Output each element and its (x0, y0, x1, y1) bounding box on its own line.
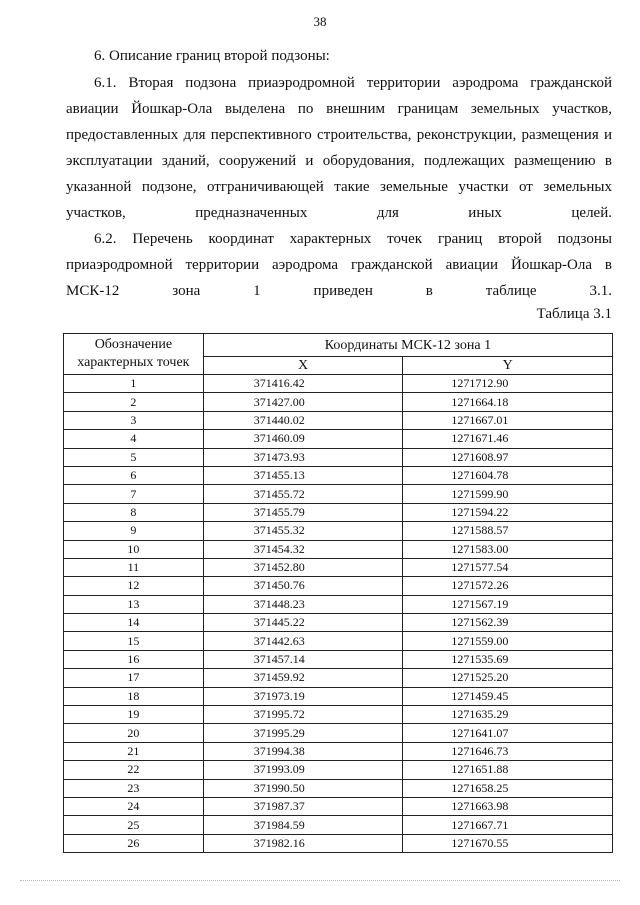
point-number-cell: 12 (64, 577, 204, 595)
x-coordinate-cell: 371984.59 (203, 816, 403, 834)
x-coordinate-cell: 371460.09 (203, 430, 403, 448)
x-coordinate-cell: 371473.93 (203, 448, 403, 466)
point-number-cell: 26 (64, 834, 204, 852)
header-coordinates: Координаты МСК-12 зона 1 (203, 334, 612, 357)
table-row (64, 779, 613, 797)
y-coordinate-cell: 1271604.78 (403, 466, 613, 484)
table-row (64, 540, 613, 558)
x-coordinate-cell: 371994.38 (203, 742, 403, 760)
y-coordinate-cell: 1271594.22 (403, 503, 613, 521)
point-number-cell: 24 (64, 797, 204, 815)
header-x: X (203, 357, 403, 375)
table-row (64, 669, 613, 687)
x-coordinate-cell: 371455.13 (203, 466, 403, 484)
y-coordinate-cell: 1271525.20 (403, 669, 613, 687)
y-coordinate-cell: 1271572.26 (403, 577, 613, 595)
point-number-cell: 3 (64, 411, 204, 429)
point-number-cell: 4 (64, 430, 204, 448)
point-number-cell: 18 (64, 687, 204, 705)
table-row (64, 761, 613, 779)
table-row (64, 503, 613, 521)
point-number-cell: 2 (64, 393, 204, 411)
x-coordinate-cell: 371448.23 (203, 595, 403, 613)
x-coordinate-cell: 371990.50 (203, 779, 403, 797)
y-coordinate-cell: 1271641.07 (403, 724, 613, 742)
page-number: 38 (313, 14, 327, 29)
table-row (64, 706, 613, 724)
y-coordinate-cell: 1271670.55 (403, 834, 613, 852)
coordinates-table (63, 333, 613, 853)
table-row (64, 466, 613, 484)
x-coordinate-cell: 371416.42 (203, 375, 403, 393)
x-coordinate-cell: 371982.16 (203, 834, 403, 852)
y-coordinate-cell: 1271583.00 (403, 540, 613, 558)
x-coordinate-cell: 371995.72 (203, 706, 403, 724)
y-coordinate-cell: 1271663.98 (403, 797, 613, 815)
point-number-cell: 15 (64, 632, 204, 650)
y-coordinate-cell: 1271646.73 (403, 742, 613, 760)
header-y: Y (403, 357, 613, 375)
y-coordinate-cell: 1271608.97 (403, 448, 613, 466)
paragraph-6-1: 6.1. Вторая подзона приаэродромной территории аэродрома гражданской авиации Йошкар-Ола выделена по внешним границам земельных участков, предоставленных для перспективного строительства, реконструкции, размещения и эксплуатации зданий, сооружений и оборудования, подлежащих размещению в указанной подзоне, отграничивающей такие земельные участки от земельных участков, предназначенных для иных целей. (66, 75, 612, 221)
y-coordinate-cell: 1271588.57 (403, 522, 613, 540)
table-row (64, 393, 613, 411)
table-row (64, 614, 613, 632)
table-row (64, 816, 613, 834)
paragraph-6-2: 6.2. Перечень координат характерных точек границ второй подзоны приаэродромной территории аэродрома гражданской авиации Йошкар-Ола в МСК-12 зона 1 приведен в таблице 3.1. (66, 231, 612, 299)
point-number-cell: 10 (64, 540, 204, 558)
point-number-cell: 23 (64, 779, 204, 797)
y-coordinate-cell: 1271459.45 (403, 687, 613, 705)
point-number-cell: 25 (64, 816, 204, 834)
point-number-cell: 5 (64, 448, 204, 466)
y-coordinate-cell: 1271562.39 (403, 614, 613, 632)
table-row (64, 522, 613, 540)
table-row (64, 558, 613, 576)
point-number-cell: 8 (64, 503, 204, 521)
table-row (64, 430, 613, 448)
x-coordinate-cell: 371440.02 (203, 411, 403, 429)
x-coordinate-cell: 371452.80 (203, 558, 403, 576)
point-number-cell: 9 (64, 522, 204, 540)
point-number-cell: 7 (64, 485, 204, 503)
point-number-cell: 16 (64, 650, 204, 668)
x-coordinate-cell: 371455.79 (203, 503, 403, 521)
y-coordinate-cell: 1271559.00 (403, 632, 613, 650)
y-coordinate-cell: 1271667.01 (403, 411, 613, 429)
x-coordinate-cell: 371454.32 (203, 540, 403, 558)
point-number-cell: 21 (64, 742, 204, 760)
x-coordinate-cell: 371993.09 (203, 761, 403, 779)
x-coordinate-cell: 371442.63 (203, 632, 403, 650)
x-coordinate-cell: 371427.00 (203, 393, 403, 411)
x-coordinate-cell: 371455.72 (203, 485, 403, 503)
point-number-cell: 19 (64, 706, 204, 724)
point-number-cell: 1 (64, 375, 204, 393)
table-caption: Таблица 3.1 (536, 306, 612, 322)
x-coordinate-cell: 371455.32 (203, 522, 403, 540)
section-heading: 6. Описание границ второй подзоны: (94, 48, 330, 64)
table-row (64, 577, 613, 595)
table-row (64, 687, 613, 705)
y-coordinate-cell: 1271667.71 (403, 816, 613, 834)
y-coordinate-cell: 1271664.18 (403, 393, 613, 411)
y-coordinate-cell: 1271671.46 (403, 430, 613, 448)
point-number-cell: 17 (64, 669, 204, 687)
point-number-cell: 22 (64, 761, 204, 779)
x-coordinate-cell: 371459.92 (203, 669, 403, 687)
table-body (64, 375, 613, 853)
point-number-cell: 20 (64, 724, 204, 742)
table-row (64, 797, 613, 815)
y-coordinate-cell: 1271535.69 (403, 650, 613, 668)
y-coordinate-cell: 1271567.19 (403, 595, 613, 613)
point-number-cell: 6 (64, 466, 204, 484)
point-number-cell: 11 (64, 558, 204, 576)
x-coordinate-cell: 371995.29 (203, 724, 403, 742)
table-row (64, 411, 613, 429)
table-row (64, 448, 613, 466)
table-row (64, 724, 613, 742)
point-number-cell: 14 (64, 614, 204, 632)
table-row (64, 632, 613, 650)
footer-divider (20, 880, 620, 881)
point-number-cell: 13 (64, 595, 204, 613)
table-row (64, 834, 613, 852)
y-coordinate-cell: 1271658.25 (403, 779, 613, 797)
y-coordinate-cell: 1271635.29 (403, 706, 613, 724)
y-coordinate-cell: 1271577.54 (403, 558, 613, 576)
table-row (64, 650, 613, 668)
table-row (64, 595, 613, 613)
table-row (64, 742, 613, 760)
y-coordinate-cell: 1271712.90 (403, 375, 613, 393)
x-coordinate-cell: 371973.19 (203, 687, 403, 705)
x-coordinate-cell: 371457.14 (203, 650, 403, 668)
y-coordinate-cell: 1271599.90 (403, 485, 613, 503)
x-coordinate-cell: 371450.76 (203, 577, 403, 595)
x-coordinate-cell: 371987.37 (203, 797, 403, 815)
table-row (64, 375, 613, 393)
table-row (64, 485, 613, 503)
header-point: Обозначение характерных точек (64, 334, 204, 375)
y-coordinate-cell: 1271651.88 (403, 761, 613, 779)
x-coordinate-cell: 371445.22 (203, 614, 403, 632)
